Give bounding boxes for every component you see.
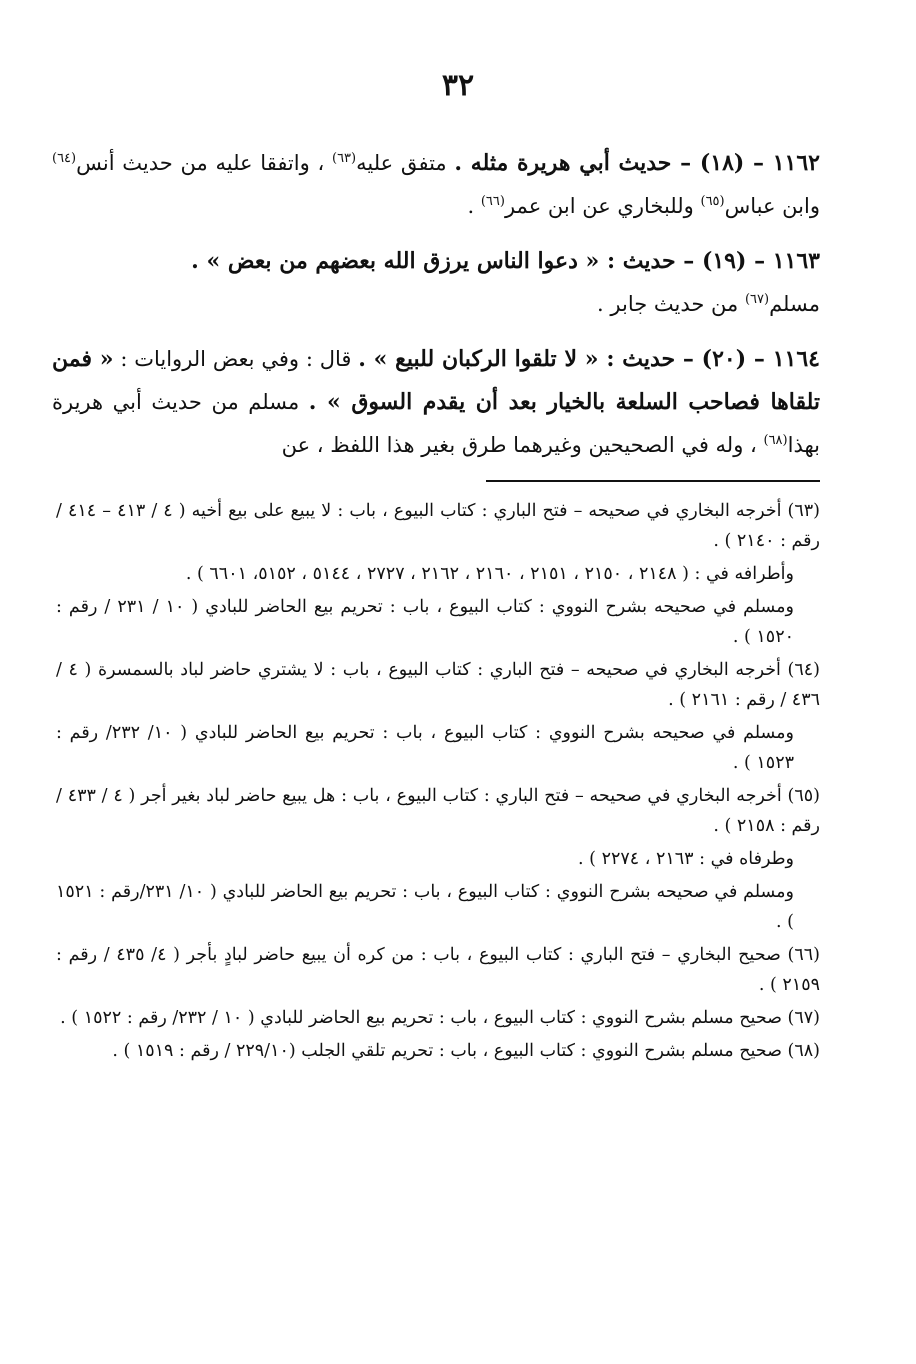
footnote-63-parts: وأطرافه في : ( ٢١٤٨ ، ٢١٥٠ ، ٢١٥١ ، ٢١٦٠ ، ٢١٦٢ ، ٢٧٢٧ ، ٥١٤٤ ، ٥١٥٢، ٦٦٠١ ) . [185,564,794,584]
hadith-heading: ١١٦٣ – (١٩) – حديث : « دعوا الناس يرزق الله بعضهم من بعض » . [191,248,820,274]
hadith-1163 [52,240,820,326]
footnotes [56,496,820,1069]
hadith-text: وابن عباس [724,194,820,218]
page-number: ٣٢ [441,68,475,103]
main-text [52,142,820,479]
footnote-ref[interactable]: (٦٦) [480,194,505,209]
hadith-1162 [52,142,820,228]
footnote-63: (٦٣) أخرجه البخاري في صحيحه – فتح الباري : كتاب البيوع ، باب : لا يبيع على بيع أخيه ( ٤ / ٤١٣ – ٤١٤ / رقم : ٢١٤٠ ) . [56,501,820,551]
footnote-66: (٦٦) صحيح البخاري – فتح الباري : كتاب البيوع ، باب : من كره أن يبيع حاضر لبادٍ بأجر ( ٤/ ٤٣٥ / رقم : ٢١٥٩ ) . [56,945,820,995]
footnote-64-muslim: ومسلم في صحيحه بشرح النووي : كتاب البيوع ، باب : تحريم بيع الحاضر للبادي ( ١٠/ ٢٣٢/ رقم : ١٥٢٣ ) . [56,723,794,773]
hadith-1164 [52,338,820,467]
footnote-63-muslim: ومسلم في صحيحه بشرح النووي : كتاب البيوع ، باب : تحريم بيع الحاضر للبادي ( ١٠ / ٢٣١ / رقم : ١٥٢٠ ) . [56,597,794,647]
hadith-text: مسلم [769,292,820,316]
hadith-text: من حديث جابر . [597,292,745,316]
footnote-68: (٦٨) صحيح مسلم بشرح النووي : كتاب البيوع ، باب : تحريم تلقي الجلب (٢٢٩/١٠ / رقم : ١٥١٩ ) . [112,1041,820,1061]
hadith-text: ، واتفقا عليه من حديث أنس [76,151,332,175]
hadith-text: . [467,194,481,218]
footnote-ref[interactable]: (٦٨) [763,433,788,448]
footnote-ref[interactable]: (٦٧) [744,292,770,307]
hadith-text: مسلم من حديث أبي هريرة بهذا [52,390,820,457]
hadith-heading: ١١٦٤ – (٢٠) – حديث : « لا تلقوا الركبان للبيع » . [358,346,820,372]
hadith-heading: ١١٦٢ – (١٨) – حديث أبي هريرة مثله . [454,150,820,176]
footnote-separator [486,480,820,482]
footnote-ref[interactable]: (٦٥) [700,194,725,209]
footnote-65: (٦٥) أخرجه البخاري في صحيحه – فتح الباري : كتاب البيوع ، باب : هل يبيع حاضر لباد بغير أجر ( ٤ / ٤٣٣ / رقم : ٢١٥٨ ) . [56,786,820,836]
footnote-64: (٦٤) أخرجه البخاري في صحيحه – فتح الباري : كتاب البيوع ، باب : لا يشتري حاضر لباد بالسمسرة ( ٤ / ٤٣٦ / رقم : ٢١٦١ ) . [56,660,820,710]
hadith-text: وللبخاري عن ابن عمر [504,194,701,218]
footnote-65-parts: وطرفاه في : ٢١٦٣ ، ٢٢٧٤ ) . [578,849,794,869]
footnote-ref[interactable]: (٦٤) [52,151,77,166]
hadith-text: قال : وفي بعض الروايات : [113,347,359,371]
footnote-67: (٦٧) صحيح مسلم بشرح النووي : كتاب البيوع ، باب : تحريم بيع الحاضر للبادي ( ١٠ / ٢٣٢/ رقم : ١٥٢٢ ) . [60,1008,820,1028]
footnote-ref[interactable]: (٦٣) [332,151,357,166]
hadith-text: ، وله في الصحيحين وغيرهما طرق بغير هذا اللفظ ، عن [281,433,764,457]
footnote-65-muslim: ومسلم في صحيحه بشرح النووي : كتاب البيوع ، باب : تحريم بيع الحاضر للبادي ( ١٠/ ٢٣١/رقم : ١٥٢١ ) . [56,882,794,932]
hadith-quote: « فمن تلقاها فصاحب السلعة بالخيار بعد أن يقدم السوق » . [52,346,820,415]
hadith-text: متفق عليه [356,151,455,175]
